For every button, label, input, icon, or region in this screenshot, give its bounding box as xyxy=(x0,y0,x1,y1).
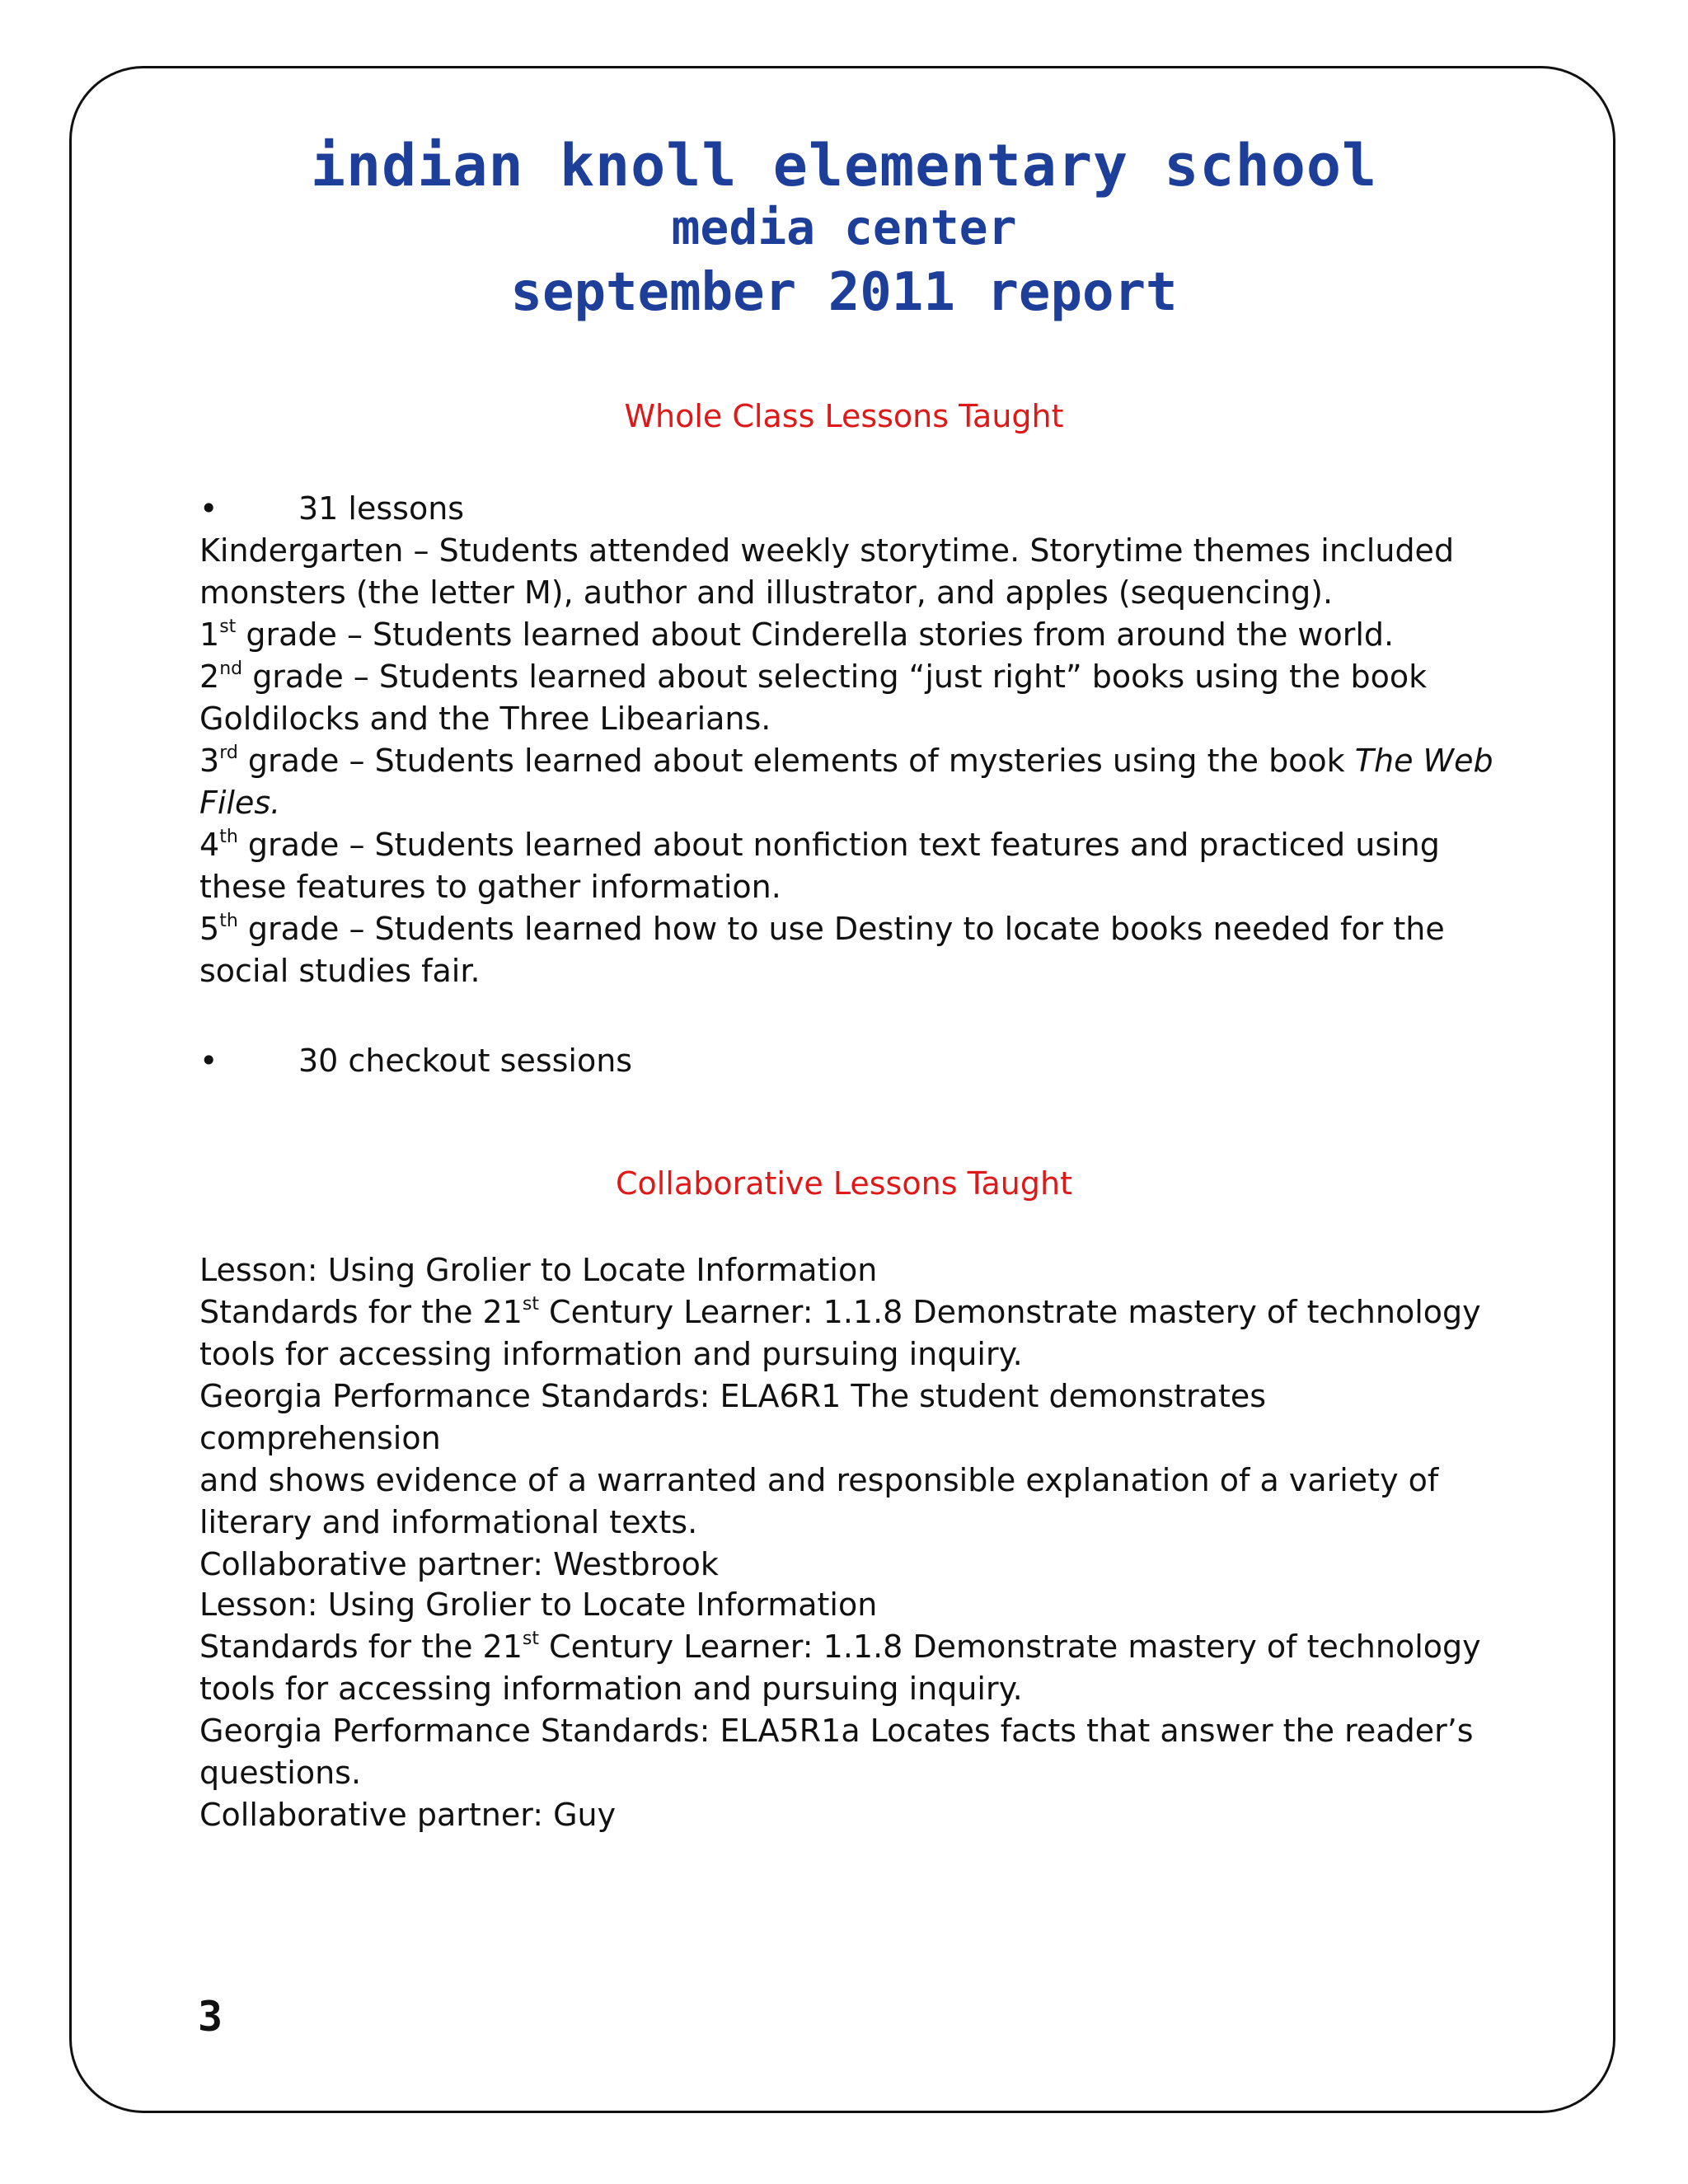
whole-class-content xyxy=(199,488,1493,1082)
media-center-title: media center xyxy=(671,199,1017,255)
gps-line2: and shows evidence of a warranted and responsible explanation of a variety of xyxy=(199,1462,1439,1498)
report-title: september 2011 report xyxy=(510,262,1178,323)
gps-line1: Georgia Performance Standards: ELA5R1a Locates facts that answer the reader’s xyxy=(199,1713,1474,1749)
school-title: indian knoll elementary school xyxy=(310,132,1378,199)
grade3-line1: 3rd grade – Students learned about elements of mysteries using the book The Web xyxy=(199,743,1493,779)
collaborative-lesson-1 xyxy=(199,1249,1493,1586)
kindergarten-line2: monsters (the letter M), author and illustrator, and apples (sequencing). xyxy=(199,574,1334,611)
bullet-lessons: • 31 lessons xyxy=(199,488,1493,530)
bullet-icon: • xyxy=(199,1043,218,1079)
collaborative-lesson-2 xyxy=(199,1584,1493,1836)
grade1-line: 1st grade – Students learned about Cinderella stories from around the world. xyxy=(199,616,1395,653)
partner: Collaborative partner: Guy xyxy=(199,1797,617,1833)
bullet-icon: • xyxy=(199,490,218,527)
collaborative-heading: Collaborative Lessons Taught xyxy=(616,1165,1072,1202)
grade2-line2: Goldilocks and the Three Libearians. xyxy=(199,701,771,737)
gps-line3: literary and informational texts. xyxy=(199,1504,698,1540)
standards-line2: tools for accessing information and pursuing inquiry. xyxy=(199,1671,1023,1707)
standards-line1: Standards for the 21st Century Learner: 1.1.8 Demonstrate mastery of technology xyxy=(199,1294,1481,1330)
grade5-line1: 5th grade – Students learned how to use Destiny to locate books needed for the xyxy=(199,911,1445,947)
page-number: 3 xyxy=(198,1993,223,2041)
partner: Collaborative partner: Westbrook xyxy=(199,1546,719,1582)
lesson-title: Lesson: Using Grolier to Locate Information xyxy=(199,1252,878,1288)
bullet-checkouts: • 30 checkout sessions xyxy=(199,1040,1493,1082)
kindergarten-line1: Kindergarten – Students attended weekly storytime. Storytime themes included xyxy=(199,532,1455,569)
lesson-title: Lesson: Using Grolier to Locate Information xyxy=(199,1586,878,1623)
standards-line1: Standards for the 21st Century Learner: 1.1.8 Demonstrate mastery of technology xyxy=(199,1629,1481,1665)
spacer xyxy=(199,992,1493,1040)
grade2-line1: 2nd grade – Students learned about selecting “just right” books using the book xyxy=(199,658,1428,695)
gps-line2: questions. xyxy=(199,1755,362,1791)
grade4-line2: these features to gather information. xyxy=(199,869,781,905)
grade4-line1: 4th grade – Students learned about nonfiction text features and practiced using xyxy=(199,827,1440,863)
whole-class-heading: Whole Class Lessons Taught xyxy=(624,398,1064,434)
grade5-line2: social studies fair. xyxy=(199,953,481,989)
standards-line2: tools for accessing information and pursuing inquiry. xyxy=(199,1336,1023,1372)
grade3-line2: Files. xyxy=(199,785,281,821)
gps-line1: Georgia Performance Standards: ELA6R1 The student demonstrates comprehension xyxy=(199,1378,1267,1456)
